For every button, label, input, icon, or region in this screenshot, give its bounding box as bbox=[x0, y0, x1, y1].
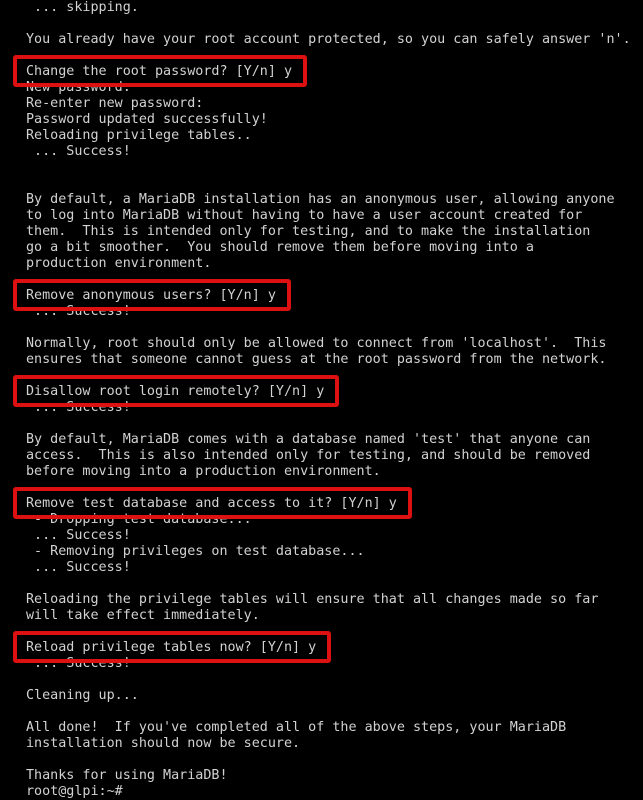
line-text: them. This is intended only for testing, and to make the installation bbox=[26, 224, 591, 239]
terminal-line bbox=[26, 608, 643, 624]
line-text: Normally, root should only be allowed to connect from 'localhost'. This bbox=[26, 336, 607, 351]
line-text: All done! If you've completed all of the above steps, your MariaDB bbox=[26, 720, 567, 735]
line-text: ... Success! bbox=[26, 560, 131, 575]
terminal-line bbox=[26, 144, 643, 160]
terminal-line bbox=[26, 352, 643, 368]
terminal-line bbox=[26, 768, 643, 784]
terminal-line bbox=[26, 736, 643, 752]
terminal-line bbox=[26, 320, 643, 336]
terminal-line bbox=[26, 560, 643, 576]
terminal-line bbox=[26, 304, 643, 320]
terminal-line bbox=[26, 688, 643, 704]
terminal-line bbox=[26, 160, 643, 176]
line-text: - Dropping test database... bbox=[26, 512, 252, 527]
terminal-line bbox=[26, 656, 643, 672]
line-text: ... Success! bbox=[26, 528, 131, 543]
terminal-line bbox=[26, 464, 643, 480]
terminal-line bbox=[26, 272, 643, 288]
line-text: go a bit smoother. You should remove them before moving into a bbox=[26, 240, 534, 255]
line-text: ensures that someone cannot guess at the root password from the network. bbox=[26, 352, 607, 367]
line-text: - Removing privileges on test database... bbox=[26, 544, 365, 559]
terminal-line bbox=[26, 480, 643, 496]
terminal-line bbox=[26, 0, 643, 16]
terminal-line bbox=[26, 672, 643, 688]
line-text: access. This is also intended only for testing, and should be removed bbox=[26, 448, 591, 463]
line-text: production environment. bbox=[26, 256, 212, 271]
line-text: Thanks for using MariaDB! bbox=[26, 768, 228, 783]
terminal-line bbox=[26, 432, 643, 448]
terminal-line bbox=[26, 16, 643, 32]
line-text: Password updated successfully! bbox=[26, 112, 268, 127]
line-text: ... Success! bbox=[26, 656, 131, 671]
terminal-line bbox=[26, 592, 643, 608]
terminal-line bbox=[26, 448, 643, 464]
line-text: ... Success! bbox=[26, 304, 131, 319]
terminal-line bbox=[26, 416, 643, 432]
terminal-line bbox=[26, 528, 643, 544]
terminal-line bbox=[26, 208, 643, 224]
line-text: ... Success! bbox=[26, 400, 131, 415]
terminal-line bbox=[26, 48, 643, 64]
terminal-line bbox=[26, 368, 643, 384]
line-text: Reloading privilege tables.. bbox=[26, 128, 252, 143]
line-text: root@glpi:~# bbox=[26, 784, 123, 799]
question-remove-anonymous-users bbox=[26, 288, 643, 304]
highlighted-prompt-text: Remove anonymous users? [Y/n] y bbox=[26, 288, 276, 304]
terminal-line bbox=[26, 96, 643, 112]
question-disallow-root-login bbox=[26, 384, 643, 400]
question-reload-privilege-tables bbox=[26, 640, 643, 656]
line-text: to log into MariaDB without having to have a user account created for bbox=[26, 208, 583, 223]
terminal-line bbox=[26, 400, 643, 416]
terminal-line bbox=[26, 176, 643, 192]
terminal-line bbox=[26, 128, 643, 144]
terminal-line bbox=[26, 720, 643, 736]
question-change-root-password bbox=[26, 64, 643, 80]
terminal-line bbox=[26, 512, 643, 528]
terminal-line bbox=[26, 32, 643, 48]
terminal-line bbox=[26, 752, 643, 768]
line-text: By default, MariaDB comes with a database named 'test' that anyone can bbox=[26, 432, 591, 447]
terminal bbox=[26, 0, 643, 800]
line-text: New password: bbox=[26, 80, 131, 95]
line-text: By default, a MariaDB installation has an anonymous user, allowing anyone bbox=[26, 192, 615, 207]
line-text: Reloading the privilege tables will ensure that all changes made so far bbox=[26, 592, 599, 607]
terminal-line bbox=[26, 224, 643, 240]
terminal-line bbox=[26, 336, 643, 352]
terminal-line bbox=[26, 240, 643, 256]
line-text: before moving into a production environment. bbox=[26, 464, 381, 479]
line-text: Cleaning up... bbox=[26, 688, 139, 703]
terminal-line bbox=[26, 544, 643, 560]
line-text: You already have your root account protected, so you can safely answer 'n'. bbox=[26, 32, 631, 47]
line-text: installation should now be secure. bbox=[26, 736, 301, 751]
highlighted-prompt-text: Disallow root login remotely? [Y/n] y bbox=[26, 384, 324, 400]
line-text: ... skipping. bbox=[26, 0, 139, 15]
terminal-line bbox=[26, 192, 643, 208]
terminal-line bbox=[26, 80, 643, 96]
question-remove-test-database bbox=[26, 496, 643, 512]
highlighted-prompt-text: Reload privilege tables now? [Y/n] y bbox=[26, 640, 316, 656]
terminal-line bbox=[26, 704, 643, 720]
highlighted-prompt-text: Remove test database and access to it? [Y/n] y bbox=[26, 496, 397, 512]
line-text: ... Success! bbox=[26, 144, 131, 159]
terminal-line bbox=[26, 576, 643, 592]
terminal-line bbox=[26, 256, 643, 272]
line-text: will take effect immediately. bbox=[26, 608, 260, 623]
line-text: Re-enter new password: bbox=[26, 96, 204, 111]
terminal-line bbox=[26, 624, 643, 640]
shell-prompt-line bbox=[26, 784, 643, 800]
terminal-line bbox=[26, 112, 643, 128]
highlighted-prompt-text: Change the root password? [Y/n] y bbox=[26, 64, 292, 80]
